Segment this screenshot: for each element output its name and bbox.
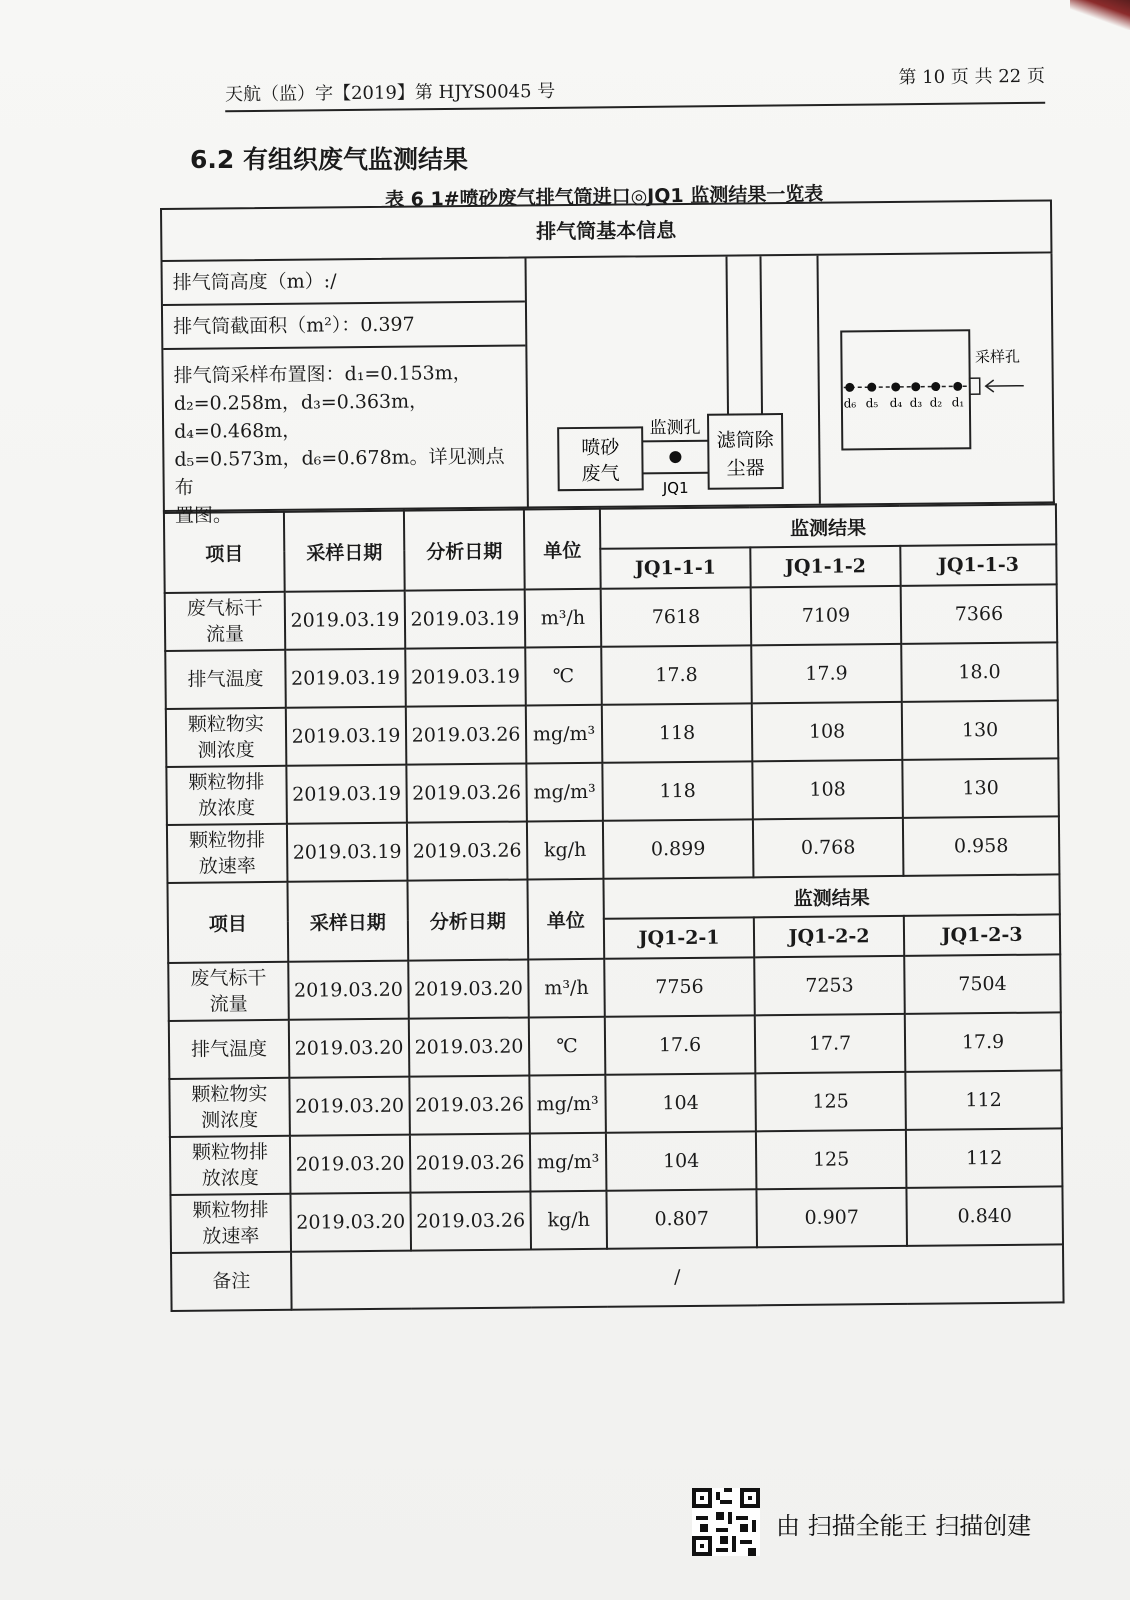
analysis-date-cell: 2019.03.26 [409,1075,530,1134]
value-cell: 7756 [604,957,755,1016]
analysis-date-cell: 2019.03.19 [405,590,526,649]
value-cell: 112 [906,1128,1063,1187]
qr-code-svg [692,1488,760,1556]
info-body [161,253,1055,527]
col-unit: 单位 [524,509,601,590]
value-cell: 104 [605,1073,756,1132]
value-cell: 125 [755,1072,906,1131]
page-header [225,62,1045,113]
item-cell [169,1078,290,1137]
sample-date-cell: 2019.03.19 [286,765,407,824]
sampling-svg [818,253,1052,503]
col-analysis-date: 分析日期 [404,510,525,591]
monitor-point-label: JQ1 [662,478,689,498]
sampling-line [844,386,970,387]
stack-layout-text [163,346,527,541]
col-item: 项目 [167,882,288,963]
table-row [169,1012,1062,1079]
monitor-point [669,451,681,463]
table-title: 表 6 1#喷砂废气排气筒进口◎JQ1 监测结果一览表 [384,182,824,212]
table-row [165,584,1058,651]
item-cell [167,824,288,883]
layout-line: d₅=0.573m，d₆=0.678m。详见测点布 [174,445,505,499]
point-d3 [911,382,920,391]
item-line: 放速率 [198,855,256,878]
point-d1 [953,382,962,391]
value-cell: 17.7 [755,1014,906,1073]
item-line: 颗粒物排 [192,1199,269,1222]
value-cell: 112 [905,1070,1062,1129]
source-label-2: 废气 [581,462,620,485]
duct-top [642,441,708,442]
sample-date-cell: 2019.03.19 [287,823,408,882]
layout-line: 排气筒采样布置图：d₁=0.153m， [173,362,472,387]
label-d1: d₁ [951,395,965,410]
sample-id: JQ1-1-3 [900,544,1056,585]
value-cell: 7253 [754,956,905,1015]
col-unit: 单位 [527,879,604,960]
value-cell: 130 [902,758,1059,817]
unit-cell: m³/h [528,959,605,1018]
label-d5: d₅ [865,396,879,411]
item-line: 颗粒物排 [188,829,266,852]
remark-label: 备注 [171,1252,292,1311]
source-label-1: 喷砂 [581,436,620,459]
col-results: 监测结果 [603,874,1059,918]
sample-date-cell: 2019.03.20 [290,1135,411,1194]
duct-section [841,330,970,449]
point-d6 [845,383,854,392]
point-d5 [867,383,876,392]
value-cell: 108 [752,702,903,761]
sample-id: JQ1-2-3 [904,914,1060,955]
item-cell [169,1020,290,1079]
results-table [160,199,1063,1312]
analysis-date-cell: 2019.03.26 [410,1191,531,1250]
layout-line: 置图。 [174,504,233,527]
table-row [167,816,1060,883]
analysis-date-cell: 2019.03.26 [407,822,528,881]
value-cell: 130 [902,700,1059,759]
value-cell: 0.899 [603,819,754,878]
sample-date-cell: 2019.03.20 [290,1193,411,1252]
table-row [170,1128,1063,1195]
unit-cell: mg/m³ [526,705,603,764]
unit-cell: mg/m³ [529,1075,606,1134]
label-d2: d₂ [929,395,943,410]
table-row [166,758,1059,825]
analysis-date-cell: 2019.03.26 [410,1133,531,1192]
process-diagram-svg [527,256,819,507]
sample-date-cell: 2019.03.19 [285,591,406,650]
analysis-date-cell: 2019.03.26 [406,706,527,765]
stack-area: 排气筒截面积（m²）：0.397 [163,303,525,350]
col-sample-date: 采样日期 [287,881,408,962]
item-line: 废气标干 [186,597,263,620]
table-row [170,1186,1063,1253]
item-line: 排气温度 [187,668,264,691]
col-item: 项目 [164,512,285,593]
unit-cell: mg/m³ [526,763,603,822]
item-cell [168,962,289,1021]
col-results: 监测结果 [600,504,1056,548]
item-line: 放浓度 [201,1167,259,1190]
analysis-date-cell: 2019.03.26 [406,764,527,823]
page-number: 第 10 页 共 22 页 [898,65,1046,89]
duct-bottom [643,473,709,474]
item-line: 废气标干 [190,967,267,990]
item-line: 颗粒物实 [187,713,265,736]
unit-cell: kg/h [527,821,604,880]
table-row [169,1070,1062,1137]
analysis-date-cell: 2019.03.19 [405,648,526,707]
monitor-hole-label: 监测孔 [649,417,701,439]
stack-line-right [760,256,762,414]
sample-id: JQ1-2-2 [754,916,904,957]
value-cell: 125 [756,1130,907,1189]
table-row [165,642,1058,709]
item-line: 放浓度 [198,797,256,820]
page-corner-shadow [1070,0,1130,30]
analysis-date-cell: 2019.03.20 [408,959,529,1018]
value-cell: 17.9 [905,1012,1062,1071]
item-line: 排气温度 [190,1038,268,1061]
item-cell [170,1136,291,1195]
sample-id: JQ1-2-1 [604,917,754,958]
value-cell: 7109 [751,586,902,645]
sample-date-cell: 2019.03.20 [288,961,409,1020]
item-cell [166,766,287,825]
value-cell: 17.8 [601,645,752,704]
filter-label-1: 滤筒除 [716,429,774,452]
sampling-point-diagram [818,253,1052,503]
item-line: 放速率 [202,1225,260,1248]
remark-value: / [291,1244,1064,1309]
analysis-date-cell: 2019.03.20 [409,1017,530,1076]
value-cell: 17.9 [751,644,902,703]
stack-line-left [726,257,728,415]
table-row [166,700,1059,767]
sample-port [970,378,980,394]
info-header: 排气筒基本信息 [160,199,1052,262]
point-d4 [891,382,900,391]
unit-cell: kg/h [530,1191,607,1250]
item-line: 颗粒物排 [191,1141,269,1164]
value-cell: 7366 [901,584,1058,643]
item-cell [170,1194,291,1253]
item-cell [165,650,286,709]
sample-id: JQ1-1-2 [750,546,900,587]
label-d3: d₃ [909,395,923,410]
item-line: 流量 [209,993,248,1016]
sample-date-cell: 2019.03.19 [286,707,407,766]
value-cell: 18.0 [901,642,1058,701]
value-cell: 0.807 [606,1189,757,1248]
sample-hole-label: 采样孔 [974,347,1021,367]
table-row [168,954,1061,1021]
value-cell: 118 [602,761,753,820]
item-line: 测浓度 [197,739,255,762]
item-line: 流量 [205,623,245,646]
value-cell: 118 [602,703,753,762]
qr-code-icon [692,1488,760,1556]
value-cell: 7504 [904,954,1061,1013]
value-cell: 108 [752,760,903,819]
label-d6: d₆ [843,396,857,411]
value-cell: 0.768 [753,818,904,877]
data-table [163,503,1065,1312]
layout-line: d₂=0.258m，d₃=0.363m，d₄=0.468m， [173,390,429,443]
item-line: 颗粒物实 [191,1083,268,1106]
value-cell: 104 [606,1131,757,1190]
info-left [163,258,529,527]
filter-label-2: 尘器 [726,457,765,480]
value-cell: 0.907 [756,1188,907,1247]
item-line: 颗粒物排 [188,771,265,794]
item-line: 测浓度 [201,1109,259,1132]
point-d2 [931,382,940,391]
process-diagram [527,256,821,507]
value-cell: 0.840 [906,1186,1063,1245]
report-number: 天航（监）字【2019】第 HJYS0045 号 [224,80,556,106]
sample-id: JQ1-1-1 [600,547,750,588]
item-cell [165,592,286,651]
item-cell [166,708,287,767]
stack-height: 排气筒高度（m）:/ [163,259,525,306]
label-d4: d₄ [889,395,903,411]
section-title: 6.2 有组织废气监测结果 [190,145,468,174]
unit-cell: mg/m³ [530,1133,607,1192]
sample-date-cell: 2019.03.20 [289,1019,410,1078]
value-cell: 0.958 [903,816,1060,875]
value-cell: 17.6 [605,1015,756,1074]
value-cell: 7618 [601,587,752,646]
sample-date-cell: 2019.03.19 [285,649,406,708]
col-sample-date: 采样日期 [284,511,405,592]
unit-cell: m³/h [525,589,602,648]
col-analysis-date: 分析日期 [407,880,528,961]
unit-cell: ℃ [529,1017,606,1076]
sample-date-cell: 2019.03.20 [289,1077,410,1136]
remark-row [171,1244,1064,1311]
unit-cell: ℃ [525,647,602,706]
scanner-watermark: 由 扫描全能王 扫描创建 [776,1512,1032,1540]
